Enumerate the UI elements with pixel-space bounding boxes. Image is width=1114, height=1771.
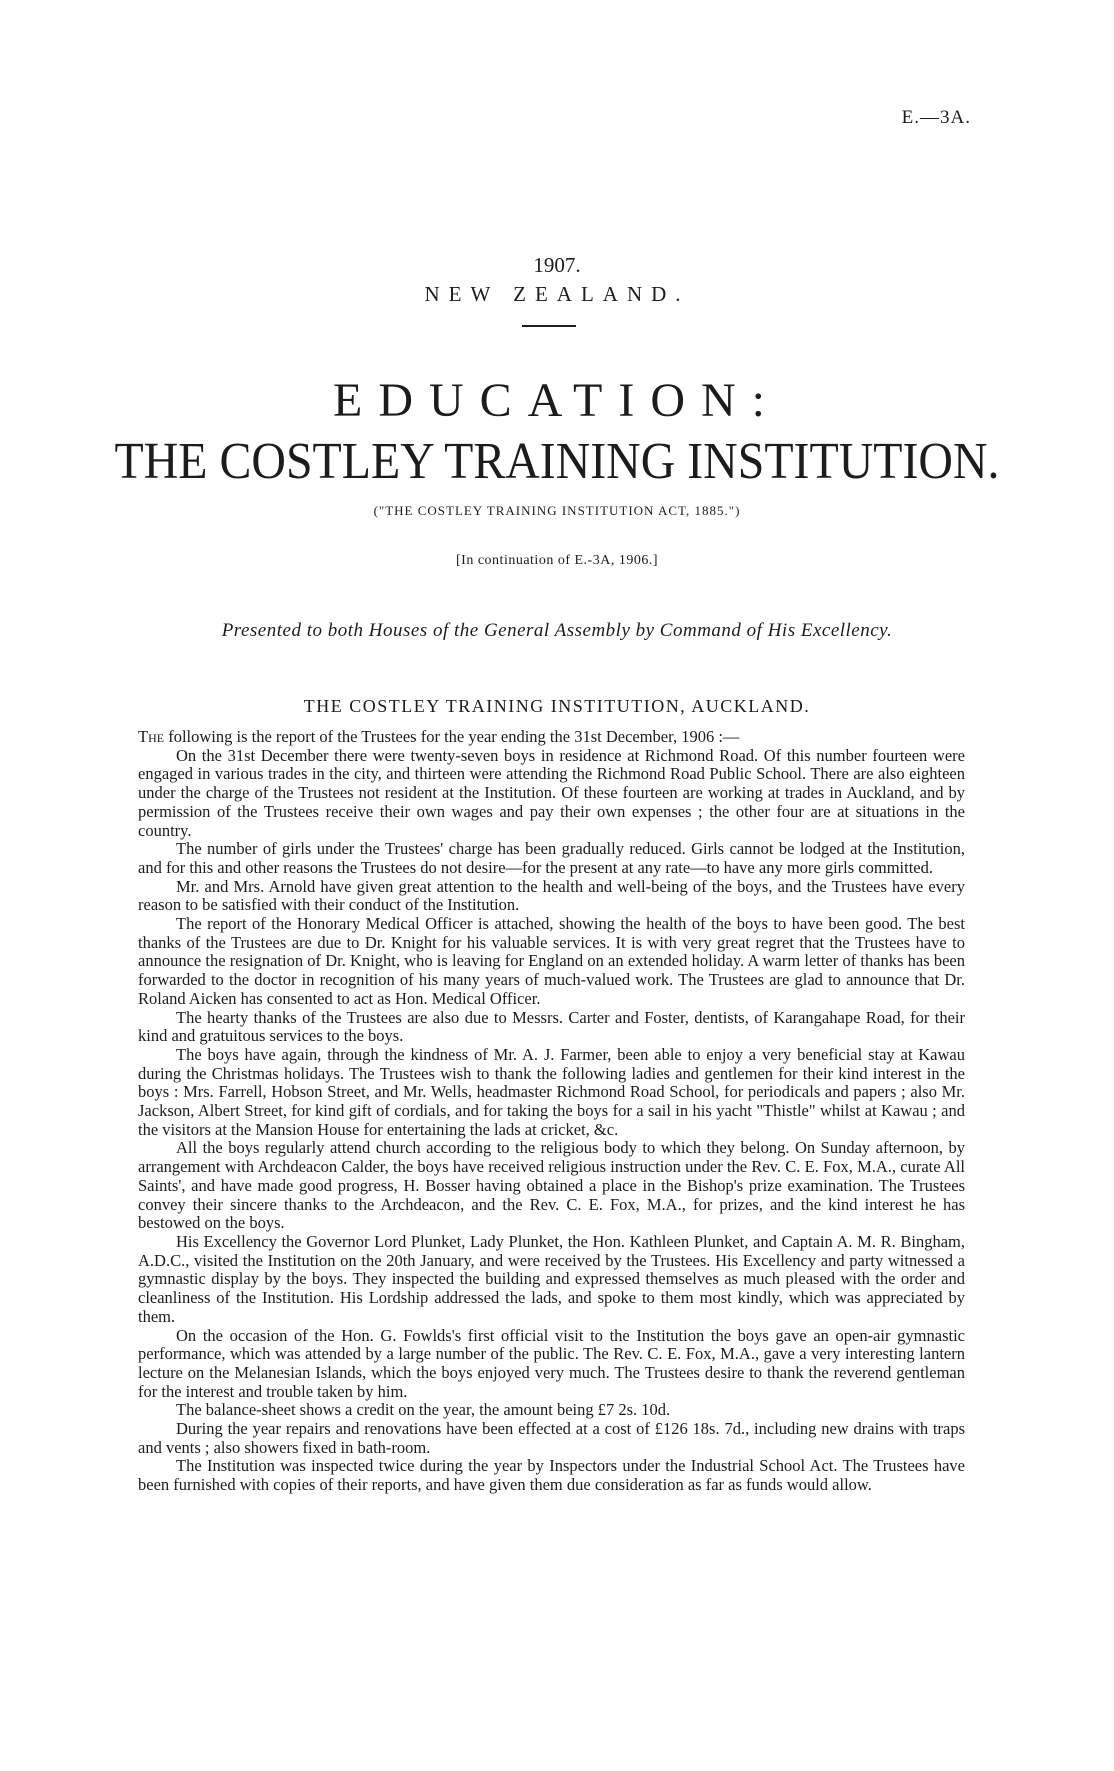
publication-year: 1907.	[533, 253, 581, 277]
continuation-note: [In continuation of E.-3A, 1906.]	[456, 553, 658, 568]
lead-word: The	[138, 727, 165, 746]
report-paragraph: During the year repairs and renovations have been effected at a cost of £126 18s. 7d., including new drains with traps and vents ; also showers fixed in bath-room.	[138, 1419, 965, 1457]
page-reference: E.—3A.	[901, 107, 971, 128]
report-paragraph: The Institution was inspected twice during the year by Inspectors under the Industrial School Act. The Trustees have been furnished with copies of their reports, and have given them due consideration as far as funds would allow.	[138, 1456, 965, 1495]
report-paragraph: All the boys regularly attend church according to the religious body to which they belong. On Sunday afternoon, by arrangement with Archdeacon Calder, the boys have received religious instruction under the Rev. C. E. Fox, M.A., curate All Saints', and have made good progress, H. Bosser having obtained a place in the Bishop's prize examination. The Trustees convey their sincere thanks to the Archdeacon, and the Rev. C. E. Fox, M.A., for prizes, and the kind interest he has bestowed on the boys.	[138, 1138, 965, 1233]
title-divider	[522, 325, 576, 327]
report-paragraph: The balance-sheet shows a credit on the year, the amount being £7 2s. 10d.	[176, 1400, 671, 1420]
country-title: NEW ZEALAND.	[424, 282, 690, 306]
report-paragraph: His Excellency the Governor Lord Plunket, Lady Plunket, the Hon. Kathleen Plunket, and Captain A. M. R. Bingham, A.D.C., visited the Institution on the 20th January, and were received by the Trustees. His Excellency and party witnessed a gymnastic display by the boys. They inspected the building and expressed themselves as much pleased with the order and cleanliness of the Institution. His Lordship addressed the lads, and spoke to them most kindly, which was appreciated by them.	[138, 1231, 965, 1326]
report-paragraph: On the occasion of the Hon. G. Fowlds's first official visit to the Institution the boys gave an open-air gymnastic performance, which was attended by a large number of the public. The Rev. C. E. Fox, M.A., gave a very interesting lantern lecture on the Melanesian Islands, which the boys enjoyed very much. The Trustees desire to thank the reverend gentleman for the interest and trouble taken by him.	[138, 1325, 965, 1401]
report-paragraph: The report of the Honorary Medical Officer is attached, showing the health of the boys to have been good. The best thanks of the Trustees are due to Dr. Knight for his valuable services. It is with very great regret that the Trustees have to announce the resignation of Dr. Knight, who is leaving for England on an extended holiday. A warm letter of thanks has been forwarded to the doctor in recognition of his many years of much-valued work. The Trustees are glad to announce that Dr. Roland Aicken has consented to act as Hon. Medical Officer.	[138, 914, 965, 1008]
report-body	[138, 728, 965, 1495]
section-title: THE COSTLEY TRAINING INSTITUTION, AUCKLAND.	[303, 696, 811, 716]
main-heading: EDUCATION:	[333, 374, 781, 427]
report-paragraph: Mr. and Mrs. Arnold have given great attention to the health and well-being of the boys, and the Trustees have every reason to be satisfied with their conduct of the Institution.	[138, 876, 965, 915]
sub-heading: THE COSTLEY TRAINING INSTITUTION.	[114, 433, 1000, 490]
paragraph-text: following is the report of the Trustees for the year ending the 31st December, 1906 :—	[164, 727, 740, 746]
report-paragraph: On the 31st December there were twenty-seven boys in residence at Richmond Road. Of this number fourteen were engaged in various trades in the city, and thirteen were attending the Richmond Road Public School. There are also eighteen under the charge of the Trustees not resident at the Institution. Of these fourteen are working at trades in Auckland, and by permission of the Trustees receive their own wages and pay their own expenses ; the other four are at situations in the country.	[138, 745, 965, 840]
report-paragraph: The boys have again, through the kindness of Mr. A. J. Farmer, been able to enjoy a very beneficial stay at Kawau during the Christmas holidays. The Trustees wish to thank the following ladies and gentlemen for their kind interest in the boys : Mrs. Farrell, Hobson Street, and Mr. Wells, headmaster Richmond Road School, for periodicals and papers ; also Mr. Jackson, Albert Street, for kind gift of cordials, and for taking the boys for a sail in his yacht "Thistle" whilst at Kawau ; and the visitors at the Mansion House for entertaining the lads at cricket, &c.	[138, 1044, 965, 1139]
report-paragraph	[138, 728, 965, 747]
report-paragraph: The hearty thanks of the Trustees are also due to Messrs. Carter and Foster, dentists, of Karangahape Road, for their kind and gratuitous services to the boys.	[138, 1007, 965, 1046]
presented-line: Presented to both Houses of the General Assembly by Command of His Excellency.	[221, 620, 893, 641]
report-paragraph: The number of girls under the Trustees' charge has been gradually reduced. Girls cannot be lodged at the Institution, and for this and other reasons the Trustees do not desire—for the present at any rate—to have any more girls committed.	[138, 839, 965, 877]
act-reference: ("THE COSTLEY TRAINING INSTITUTION ACT, 1885.")	[373, 503, 741, 518]
